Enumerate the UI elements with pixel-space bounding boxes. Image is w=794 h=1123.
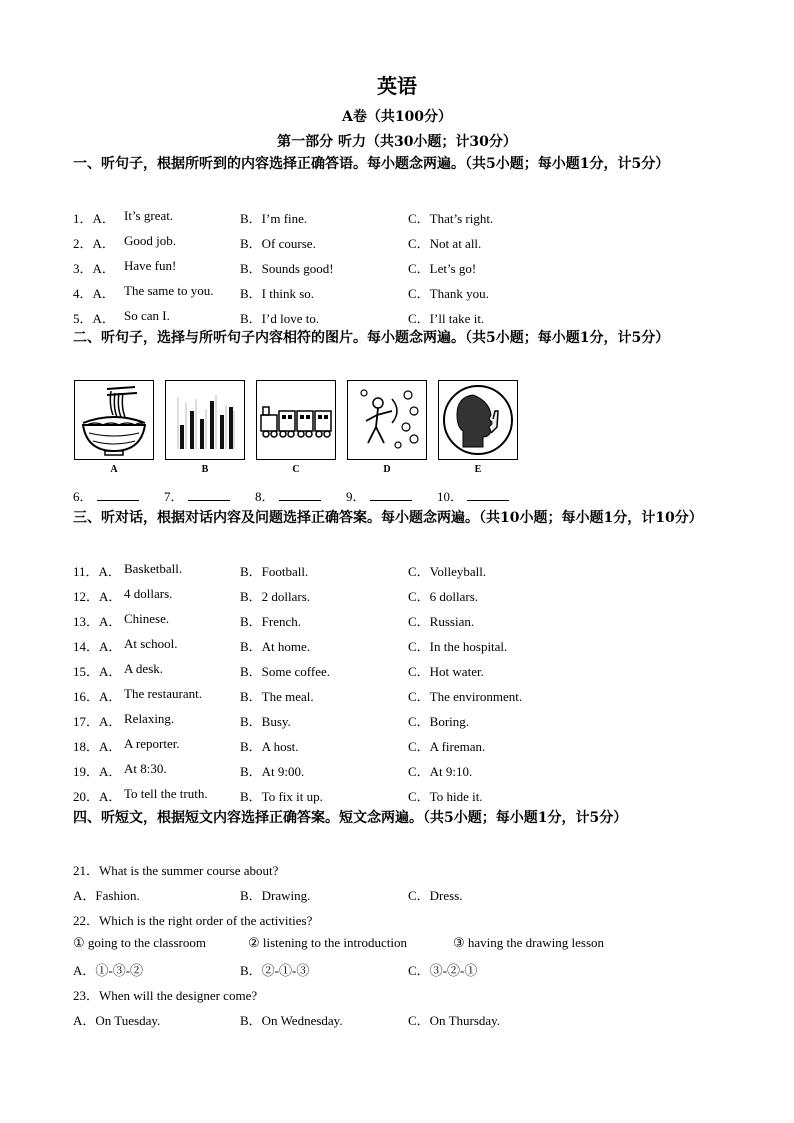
option-a[interactable]: Have fun!	[124, 258, 177, 273]
option-a[interactable]: Basketball.	[124, 561, 183, 576]
question-number: 5．A．	[73, 311, 115, 326]
question-number: 3．A．	[73, 261, 115, 276]
picture-d-archer	[347, 380, 427, 460]
q21-option-c[interactable]: C．Dress.	[408, 888, 463, 903]
picture-c-train	[256, 380, 336, 460]
q22-stem: 22．Which is the right order of the activities?	[73, 913, 313, 928]
option-a[interactable]: The restaurant.	[124, 686, 202, 701]
option-c[interactable]: C．Russian.	[408, 614, 475, 629]
noodle-bowl-icon	[75, 381, 153, 459]
question-number: 2．A．	[73, 236, 115, 251]
page-title: 英语	[377, 74, 417, 98]
option-b[interactable]: B．I think so.	[240, 286, 315, 301]
option-a[interactable]: So can I.	[124, 308, 170, 323]
picture-label: D	[383, 464, 391, 475]
q23-option-c[interactable]: C．On Thursday.	[408, 1013, 501, 1028]
train-icon	[257, 381, 335, 459]
question-number: 1．A．	[73, 211, 115, 226]
q21-option-b[interactable]: B．Drawing.	[240, 888, 311, 903]
option-c[interactable]: C．To hide it.	[408, 789, 483, 804]
question-number: 12．A．	[73, 589, 122, 604]
question-number: 13．A．	[73, 614, 122, 629]
q23-stem: 23．When will the designer come?	[73, 988, 258, 1003]
picture-a-noodles	[74, 380, 154, 460]
option-b[interactable]: B．At 9:00.	[240, 764, 305, 779]
question-number: 4．A．	[73, 286, 115, 301]
option-c[interactable]: C．Not at all.	[408, 236, 482, 251]
answer-blank-line[interactable]	[467, 488, 509, 501]
blank-number: 7．	[164, 489, 184, 504]
picture-label: C	[292, 464, 300, 475]
q22-activity-3: ③ having the drawing lesson	[453, 935, 605, 950]
answer-blank-item	[73, 486, 139, 505]
q22-activity-2: ② listening to the introduction	[248, 935, 407, 950]
answer-blank-item	[346, 486, 412, 505]
option-c[interactable]: C．That’s right.	[408, 211, 494, 226]
answer-blank-item	[437, 486, 509, 505]
q23-option-a[interactable]: A．On Tuesday.	[73, 1013, 161, 1028]
picture-label: B	[201, 464, 209, 475]
q22-option-a[interactable]: A．①-③-②	[73, 963, 144, 978]
option-c[interactable]: C．The environment.	[408, 689, 523, 704]
option-c[interactable]: C．In the hospital.	[408, 639, 508, 654]
part1-heading: 第一部分 听力（共30小题；计30分）	[277, 134, 517, 150]
blank-number: 8．	[255, 489, 275, 504]
option-c[interactable]: C．Boring.	[408, 714, 470, 729]
q21-option-a[interactable]: A．Fashion.	[73, 888, 140, 903]
question-number: 18．A．	[73, 739, 122, 754]
option-a[interactable]: A reporter.	[124, 736, 180, 751]
question-number: 14．A．	[73, 639, 122, 654]
silence-head-icon	[439, 381, 517, 459]
q23-option-b[interactable]: B．On Wednesday.	[240, 1013, 343, 1028]
paper-a-heading: A卷（共100分）	[341, 109, 453, 125]
option-c[interactable]: C．I’ll take it.	[408, 311, 485, 326]
option-b[interactable]: B．2 dollars.	[240, 589, 311, 604]
question-number: 17．A．	[73, 714, 122, 729]
option-b[interactable]: B．Sounds good!	[240, 261, 334, 276]
option-c[interactable]: C．Thank you.	[408, 286, 489, 301]
option-a[interactable]: At 8:30.	[124, 761, 167, 776]
section-4-heading: 四、听短文，根据短文内容选择正确答案。短文念两遍。（共5小题；每小题1分，计5分）	[73, 810, 628, 826]
answer-blank-line[interactable]	[188, 488, 230, 501]
archer-icon	[348, 381, 426, 459]
answer-blank-line[interactable]	[370, 488, 412, 501]
answer-blank-item	[164, 486, 230, 505]
question-number: 19．A．	[73, 764, 122, 779]
option-a[interactable]: Chinese.	[124, 611, 170, 626]
option-a[interactable]: At school.	[124, 636, 178, 651]
answer-blank-item	[255, 486, 321, 505]
q22-option-b[interactable]: B．②-①-③	[240, 963, 310, 978]
picture-e-silence	[438, 380, 518, 460]
blank-number: 9．	[346, 489, 366, 504]
option-a[interactable]: 4 dollars.	[124, 586, 173, 601]
question-number: 11．A．	[73, 564, 121, 579]
option-a[interactable]: It’s great.	[124, 208, 174, 223]
option-b[interactable]: B．French.	[240, 614, 302, 629]
option-b[interactable]: B．Of course.	[240, 236, 316, 251]
option-b[interactable]: B．A host.	[240, 739, 299, 754]
picture-label: E	[474, 464, 482, 475]
picture-label: A	[110, 464, 118, 475]
option-b[interactable]: B．I’m fine.	[240, 211, 308, 226]
answer-blank-line[interactable]	[97, 488, 139, 501]
option-a[interactable]: Good job.	[124, 233, 176, 248]
question-number: 15．A．	[73, 664, 122, 679]
question-number: 16．A．	[73, 689, 122, 704]
option-b[interactable]: B．At home.	[240, 639, 311, 654]
option-c[interactable]: C．At 9:10.	[408, 764, 473, 779]
option-a[interactable]: A desk.	[124, 661, 163, 676]
option-c[interactable]: C．A fireman.	[408, 739, 486, 754]
option-c[interactable]: C．6 dollars.	[408, 589, 479, 604]
blank-number: 10．	[437, 489, 464, 504]
blank-number: 6．	[73, 489, 93, 504]
option-c[interactable]: C．Hot water.	[408, 664, 484, 679]
section-3-heading: 三、听对话，根据对话内容及问题选择正确答案。每小题念两遍。（共10小题；每小题1分，计10分）	[73, 510, 703, 526]
bar-graph-icon	[166, 381, 244, 459]
option-a[interactable]: To tell the truth.	[124, 786, 208, 801]
picture-b-bar-graph	[165, 380, 245, 460]
q22-option-c[interactable]: C．③-②-①	[408, 963, 478, 978]
option-c[interactable]: C．Volleyball.	[408, 564, 487, 579]
section-2-heading: 二、听句子，选择与所听句子内容相符的图片。每小题念两遍。（共5小题；每小题1分，计5分）	[73, 330, 670, 346]
section-1-heading: 一、听句子，根据所听到的内容选择正确答语。每小题念两遍。（共5小题；每小题1分，计5分）	[73, 156, 670, 172]
option-b[interactable]: B．The meal.	[240, 689, 314, 704]
option-b[interactable]: B．Busy.	[240, 714, 291, 729]
q21-stem: 21．What is the summer course about?	[73, 863, 279, 878]
option-b[interactable]: B．Football.	[240, 564, 309, 579]
option-a[interactable]: Relaxing.	[124, 711, 175, 726]
option-c[interactable]: C．Let’s go!	[408, 261, 477, 276]
option-b[interactable]: B．Some coffee.	[240, 664, 331, 679]
question-number: 20．A．	[73, 789, 122, 804]
q22-activity-1: ① going to the classroom	[73, 935, 206, 950]
option-a[interactable]: The same to you.	[124, 283, 214, 298]
option-b[interactable]: B．To fix it up.	[240, 789, 323, 804]
option-b[interactable]: B．I’d love to.	[240, 311, 320, 326]
answer-blank-line[interactable]	[279, 488, 321, 501]
